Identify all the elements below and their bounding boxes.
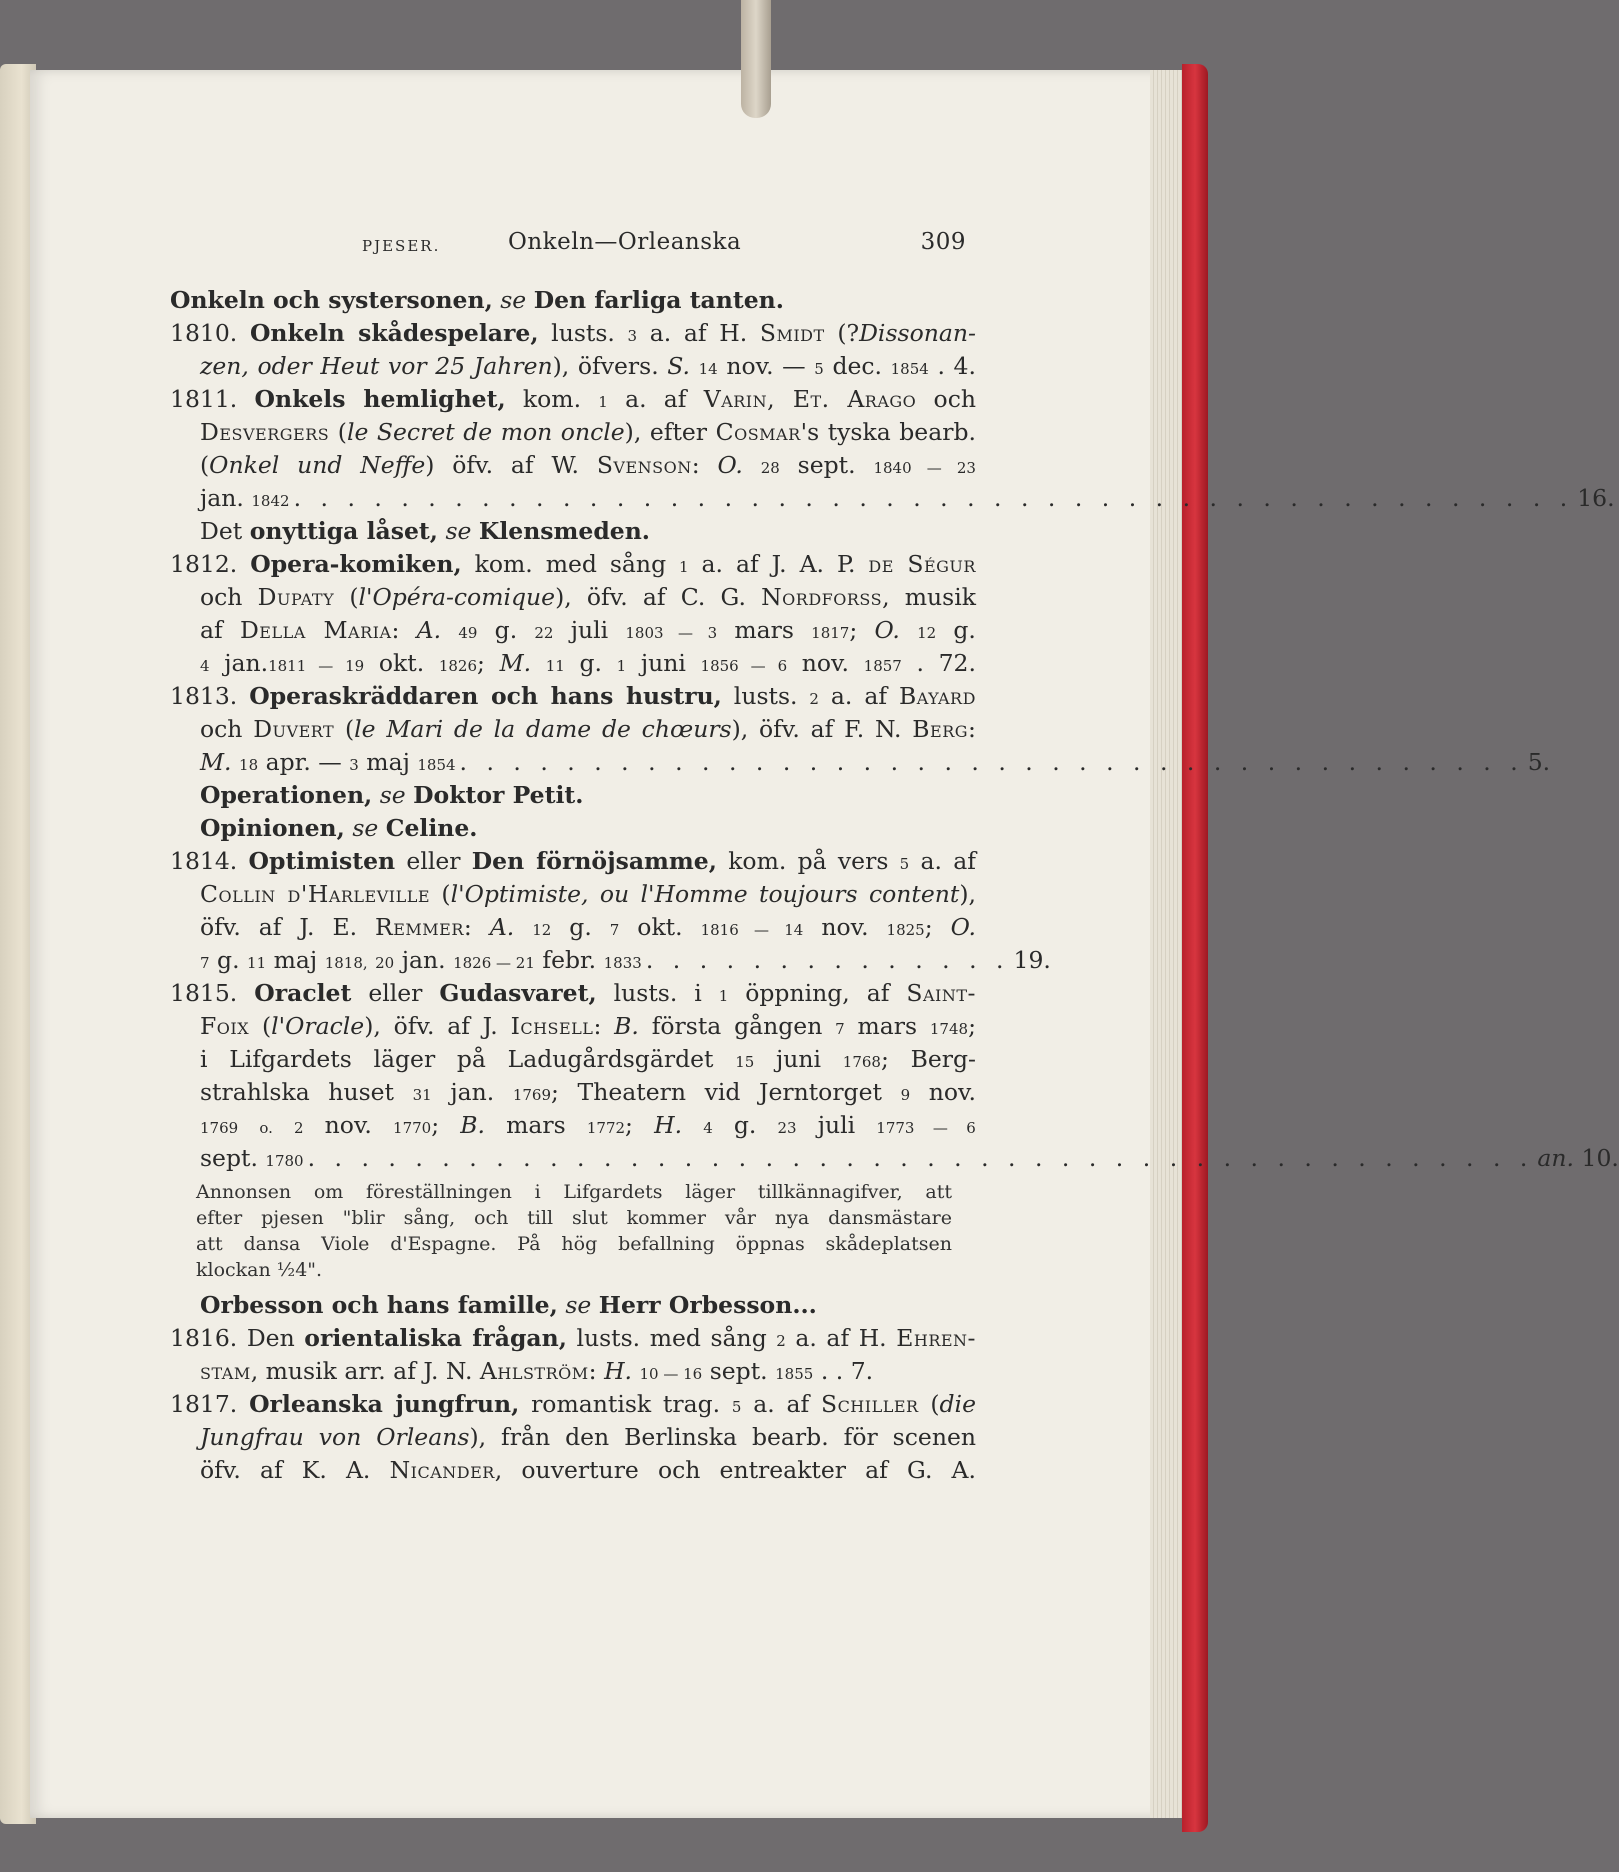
- text-segment: Remmer: [375, 913, 464, 941]
- text-segment: a. af J. A. P.: [701, 550, 856, 578]
- text-segment: 1803 — 3: [625, 624, 718, 642]
- text-segment: maj: [366, 748, 410, 776]
- text-segment: 1: [718, 987, 729, 1005]
- text-segment: 5: [814, 360, 824, 378]
- entry-1812-line4: [170, 647, 976, 680]
- text-segment: 1856 — 6: [700, 657, 788, 675]
- text-segment: nov.: [324, 1111, 372, 1139]
- text-segment: Svenson: [596, 451, 692, 479]
- text-segment: Varin, Et. Arago: [703, 385, 917, 413]
- entry-1815-line3: [170, 1043, 976, 1076]
- entry-1813-line3: [170, 746, 1551, 779]
- text-segment: Dupaty: [257, 583, 335, 611]
- text-segment: Den farliga tanten.: [533, 286, 784, 314]
- text-segment: (: [200, 451, 210, 479]
- text-segment: Orleanska jungfrun,: [249, 1390, 520, 1418]
- entry-1815-line2: Foix (l'Oracle), öfv. af J. Ichsell: B. första gången 7 mars 1748;: [200, 1012, 976, 1040]
- entry-1817-line3: [170, 1454, 976, 1487]
- leader-dots: . . . . . . . . . . . . . .: [645, 946, 1010, 974]
- text-segment: l'Opéra-comique: [358, 583, 556, 611]
- text-segment: se: [352, 814, 379, 842]
- entry-1814-line4: [170, 944, 1051, 977]
- text-segment: ;: [477, 649, 485, 677]
- text-segment: 1833: [603, 954, 642, 972]
- text-segment: maj: [273, 946, 318, 974]
- text-segment: 4: [200, 657, 210, 675]
- text-segment: Det: [200, 517, 243, 545]
- text-segment: i: [694, 979, 702, 1007]
- text-segment: sept.: [709, 1357, 768, 1385]
- text-segment: och: [933, 385, 976, 413]
- entry-1816: [170, 1322, 976, 1355]
- text-segment: stam: [200, 1357, 251, 1385]
- text-segment: , musik: [882, 583, 976, 611]
- entry-1812-line2: [170, 581, 976, 614]
- text-segment: Ehren-: [896, 1324, 976, 1352]
- text-segment: Operationen,: [200, 781, 373, 809]
- text-segment: a. af H.: [649, 319, 748, 347]
- leader-dots: . . . . . . . . . . . . . . . . . . . . . . . . . . . . . . . . . . . . . . . .: [459, 748, 1524, 776]
- text-segment: juni: [640, 649, 686, 677]
- text-segment: (: [930, 1390, 940, 1418]
- text-segment: a. af: [753, 1390, 810, 1418]
- entry-1815-line4: [170, 1076, 976, 1109]
- text-segment: öppning, af: [745, 979, 890, 1007]
- text-segment: Den: [246, 1324, 295, 1352]
- text-segment: 1854: [890, 360, 929, 378]
- text-segment: 1810.: [170, 319, 238, 347]
- text-segment: 5: [899, 855, 910, 873]
- text-segment: ),: [959, 880, 976, 908]
- text-segment: Foix: [200, 1012, 250, 1040]
- text-segment: g.: [579, 649, 602, 677]
- text-segment: A.: [489, 913, 515, 941]
- text-segment: Smidt: [759, 319, 825, 347]
- text-segment: Doktor Petit.: [413, 781, 584, 809]
- text-segment: 2: [809, 690, 819, 708]
- text-segment: Jungfrau von Orleans: [200, 1423, 470, 1451]
- bookmark-ribbon: [741, 0, 771, 118]
- text-segment: lusts.: [551, 319, 615, 347]
- text-segment: jan.: [401, 946, 446, 974]
- text-segment: nov.: [821, 913, 869, 941]
- text-segment: 7: [200, 954, 210, 972]
- text-segment: 1768: [842, 1053, 881, 1071]
- text-segment: Duvert: [253, 715, 335, 743]
- entry-1811-line2: [170, 416, 976, 449]
- text-segment: se: [445, 517, 472, 545]
- text-segment: die: [939, 1390, 976, 1418]
- text-segment: 1826: [438, 657, 477, 675]
- text-segment: 1780: [265, 1152, 304, 1170]
- entry-1817-line2: [170, 1421, 976, 1454]
- text-segment: 1769: [512, 1086, 552, 1104]
- cross-reference: [170, 284, 976, 317]
- text-segment: Cosmar: [715, 418, 801, 446]
- text-segment: 4: [703, 1119, 713, 1137]
- text-segment: M.: [200, 748, 232, 776]
- text-segment: juni: [776, 1045, 822, 1073]
- footnote: [196, 1179, 952, 1283]
- running-head: [170, 226, 976, 266]
- text-segment: g.: [953, 616, 976, 644]
- text-segment: an.: [1537, 1144, 1575, 1172]
- text-segment: se: [379, 781, 406, 809]
- running-head-section: PJESER.: [362, 237, 441, 255]
- text-segment: Dissonan-: [859, 319, 976, 347]
- text-segment: zen, oder Heut vor 25 Jahren: [200, 352, 553, 380]
- text-segment: Klensmeden.: [478, 517, 650, 545]
- text-segment: 7: [835, 1020, 845, 1038]
- text-segment: ), öfv. af C. G.: [555, 583, 746, 611]
- text-segment: Oraclet: [254, 979, 352, 1007]
- text-segment: a. af H.: [795, 1324, 887, 1352]
- text-segment: 1812.: [170, 550, 238, 578]
- text-segment: 1854: [417, 756, 456, 774]
- text-segment: 1816.: [170, 1324, 238, 1352]
- text-segment: Onkeln och systersonen,: [170, 286, 493, 314]
- text-segment: ), efter: [624, 418, 708, 446]
- text-segment: (: [261, 1012, 272, 1040]
- text-segment: ;: [849, 616, 858, 644]
- text-segment: sept.: [797, 451, 856, 479]
- text-segment: Ahlström: [479, 1357, 589, 1385]
- text-segment: 1748: [929, 1020, 969, 1038]
- text-segment: febr.: [542, 946, 597, 974]
- entry-1811: [170, 383, 976, 416]
- text-segment: ;: [924, 913, 933, 941]
- text-segment: Schiller: [820, 1390, 919, 1418]
- cross-reference: [170, 779, 976, 812]
- text-segment: Operaskräddaren och hans hustru,: [249, 682, 722, 710]
- text-segment: ), från den Berlinska bearb. för scenen: [469, 1423, 976, 1451]
- entry-1814-line3: [170, 911, 976, 944]
- text-segment: nov. —: [726, 352, 806, 380]
- text-segment: 20: [375, 954, 395, 972]
- text-segment: efter pjesen "blir sång, och till slut kommer vår nya dansmästare: [196, 1207, 952, 1229]
- leader-dots: . . . . . . . . . . . . . . . . . . . . . . . . . . . . . . . . . . . . . . . . . . . . . .: [307, 1144, 1534, 1172]
- text-segment: 1770: [393, 1119, 432, 1137]
- text-segment: g.: [494, 616, 518, 644]
- text-segment: 1815.: [170, 979, 238, 1007]
- entry-1817: [170, 1388, 976, 1421]
- text-segment: ) öfv. af W.: [425, 451, 579, 479]
- text-segment: 28: [760, 459, 780, 477]
- text-segment: ; Berg-: [880, 1045, 976, 1073]
- text-segment: kom. med sång: [474, 550, 667, 578]
- text-segment: (: [441, 880, 451, 908]
- entry-1812: [170, 548, 976, 581]
- text-segment: 10.: [1581, 1144, 1619, 1172]
- text-segment: :: [391, 616, 400, 644]
- entry-1811-line3: [170, 449, 976, 482]
- text-segment: l'Optimiste, ou l'Homme toujours content: [450, 880, 960, 908]
- text-segment: o.: [259, 1119, 273, 1137]
- text-segment: Nordforss: [761, 583, 883, 611]
- text-segment: 12: [917, 624, 937, 642]
- page-number: 309: [920, 229, 966, 255]
- text-segment: O.: [950, 913, 976, 941]
- text-segment: a. af: [830, 682, 888, 710]
- text-segment: af: [200, 616, 223, 644]
- text-segment: 1769: [200, 1119, 239, 1137]
- text-segment: Opera-komiken,: [250, 550, 462, 578]
- text-segment: A.: [416, 616, 442, 644]
- text-segment: eller: [368, 979, 423, 1007]
- text-segment: strahlska huset: [200, 1078, 394, 1106]
- text-segment: 11: [545, 657, 565, 675]
- text-segment: g.: [569, 913, 592, 941]
- text-segment: . 72.: [916, 649, 976, 677]
- text-segment: öfv. af K. A.: [200, 1456, 371, 1484]
- entry-1814-line2: [170, 878, 976, 911]
- cross-reference: [170, 812, 976, 845]
- entry-list: [170, 284, 1619, 1487]
- text-segment: H.: [654, 1111, 683, 1139]
- text-segment: sept.: [200, 1144, 258, 1172]
- text-segment: Saint-: [906, 979, 976, 1007]
- text-segment: Gudasvaret,: [439, 979, 597, 1007]
- text-segment: de Ségur: [868, 550, 976, 578]
- entry-1816-line2: [170, 1355, 976, 1388]
- cross-reference: [170, 1289, 976, 1322]
- text-segment: Bayard: [898, 682, 976, 710]
- text-segment: 1: [598, 393, 608, 411]
- text-segment: 5: [731, 1398, 742, 1416]
- text-segment: och: [200, 715, 243, 743]
- text-segment: O.: [874, 616, 900, 644]
- text-segment: att dansa Viole d'Espagne. På hög befallning öppnas skådeplatsen: [196, 1233, 952, 1255]
- text-segment: 9: [900, 1086, 911, 1104]
- text-segment: (: [344, 715, 355, 743]
- text-segment: ;: [625, 1111, 633, 1139]
- text-segment: 1: [616, 657, 627, 675]
- text-segment: 22: [534, 624, 554, 642]
- text-segment: 10 — 16: [639, 1365, 703, 1383]
- text-segment: se: [500, 286, 527, 314]
- text-segment: och: [200, 583, 243, 611]
- text-segment: dec.: [832, 352, 883, 380]
- text-segment: 18: [239, 756, 259, 774]
- text-segment: 15: [735, 1053, 755, 1071]
- entry-1815-line6: [170, 1142, 1619, 1175]
- text-segment: le Mari de la dame de chœurs: [354, 715, 732, 743]
- text-segment: orientaliska frågan,: [304, 1324, 567, 1352]
- text-segment: B.: [614, 1012, 639, 1040]
- text-segment: O.: [717, 451, 743, 479]
- text-segment: 19.: [1013, 946, 1051, 974]
- text-segment: jan.: [450, 1078, 495, 1106]
- text-segment: 5.: [1527, 748, 1551, 776]
- entry-1813-line2: [170, 713, 976, 746]
- page-block-edge: [1150, 70, 1184, 1818]
- text-segment: Annonsen om föreställningen i Lifgardets läger tillkännagifver, att: [196, 1181, 952, 1203]
- text-segment: :: [691, 451, 700, 479]
- text-segment: 1811.: [170, 385, 238, 413]
- text-segment: 1773 — 6: [876, 1119, 976, 1137]
- text-segment: B.: [460, 1111, 486, 1139]
- text-segment: 1855: [775, 1365, 814, 1383]
- text-segment: Celine.: [385, 814, 478, 842]
- text-segment: 1772: [586, 1119, 626, 1137]
- text-segment: ; Theatern vid Jerntorget: [551, 1078, 882, 1106]
- text-segment: 1813.: [170, 682, 238, 710]
- red-cover-edge: [1182, 64, 1208, 1832]
- cross-reference: [170, 515, 976, 548]
- text-segment: 1840 — 23: [873, 459, 976, 477]
- entry-1813: [170, 680, 976, 713]
- entry-1815-line5: [170, 1109, 976, 1142]
- text-segment: lusts.: [613, 979, 678, 1007]
- text-segment: Berg: [912, 715, 969, 743]
- text-segment: H.: [604, 1357, 633, 1385]
- text-segment: 2: [293, 1119, 304, 1137]
- text-segment: 7: [609, 921, 620, 939]
- text-segment: . . 7.: [820, 1357, 874, 1385]
- text-segment: Collin d'Harleville: [200, 880, 431, 908]
- text-segment: kom. på vers: [728, 847, 889, 875]
- text-segment: klockan ½4".: [196, 1259, 323, 1281]
- text-segment: Della Maria: [239, 616, 392, 644]
- text-segment: nov.: [928, 1078, 976, 1106]
- text-segment: Optimisten: [248, 847, 396, 875]
- text-segment: Onkeln skådespelare,: [249, 319, 539, 347]
- text-segment: mars: [734, 616, 794, 644]
- text-segment: 3: [627, 327, 638, 345]
- text-segment: l'Oracle: [271, 1012, 365, 1040]
- entry-1815: [170, 977, 976, 1010]
- text-segment: ;: [431, 1111, 440, 1139]
- text-segment: :: [593, 1012, 602, 1040]
- text-segment: M.: [499, 649, 532, 677]
- text-segment: 1857: [863, 657, 902, 675]
- text-segment: 1826 — 21: [453, 954, 535, 972]
- text-segment: 1816 — 14: [700, 921, 804, 939]
- text-segment: 31: [412, 1086, 432, 1104]
- text-segment: första gången: [651, 1012, 823, 1040]
- entry-1812-line3: [170, 614, 976, 647]
- text-segment: Den förnöjsamme,: [471, 847, 717, 875]
- text-segment: , musik arr. af J. N.: [250, 1357, 473, 1385]
- text-segment: 2: [776, 1332, 786, 1350]
- text-segment: onyttiga låset,: [249, 517, 438, 545]
- text-segment: lusts.: [733, 682, 798, 710]
- text-segment: jan.: [224, 649, 269, 677]
- text-segment: g.: [733, 1111, 757, 1139]
- text-segment: :: [968, 715, 976, 743]
- text-segment: eller: [406, 847, 461, 875]
- text-segment: 14: [698, 360, 718, 378]
- entry-1814: [170, 845, 976, 878]
- text-segment: 1811 — 19: [268, 657, 365, 675]
- text-segment: 11: [247, 954, 267, 972]
- text-segment: le Secret de mon oncle: [346, 418, 625, 446]
- text-segment: Onkels hemlighet,: [254, 385, 506, 413]
- text-segment: mars: [857, 1012, 918, 1040]
- text-segment: 1818,: [324, 954, 368, 972]
- text-segment: öfv. af J. E.: [200, 913, 358, 941]
- text-segment: a. af: [625, 385, 687, 413]
- entry-1810: [170, 317, 976, 350]
- text-segment: Herr Orbesson...: [598, 1291, 817, 1319]
- entry-1810-line2: [170, 350, 976, 383]
- text-segment: S.: [667, 352, 691, 380]
- text-segment: mars: [506, 1111, 566, 1139]
- running-head-title: Onkeln—Orleanska: [508, 229, 742, 255]
- text-segment: 1814.: [170, 847, 238, 875]
- text-segment: , ouverture och entreakter af G. A.: [494, 1456, 976, 1484]
- text-segment: a. af: [920, 847, 976, 875]
- text-segment: juli: [817, 1111, 856, 1139]
- text-segment: 23: [777, 1119, 797, 1137]
- text-segment: ), öfvers.: [552, 352, 659, 380]
- text-segment: :: [588, 1357, 597, 1385]
- entry-1811-line4: [170, 482, 1615, 515]
- text-segment: 1842: [251, 492, 290, 510]
- text-segment: i Lifgardets läger på Ladugårdsgärdet: [200, 1045, 714, 1073]
- text-segment: Nicander: [389, 1456, 495, 1484]
- text-segment: se: [565, 1291, 592, 1319]
- text-segment: romantisk trag.: [531, 1390, 721, 1418]
- text-segment: (?: [837, 319, 860, 347]
- text-segment: apr. —: [265, 748, 342, 776]
- text-segment: Desvergers: [200, 418, 330, 446]
- text-segment: jan.: [200, 484, 244, 512]
- text-segment: juli: [570, 616, 609, 644]
- text-segment: g.: [217, 946, 240, 974]
- text-segment: 16.: [1577, 484, 1615, 512]
- text-segment: ), öfv. af F. N.: [731, 715, 902, 743]
- leader-dots: . . . . . . . . . . . . . . . . . . . . . . . . . . . . . . . . . . . . . . . . . . . . . . . .: [293, 484, 1574, 512]
- text-segment: Orbesson och hans famille,: [200, 1291, 558, 1319]
- text-segment: (: [337, 418, 347, 446]
- text-segment: nov.: [801, 649, 850, 677]
- text-segment: 's tyska bearb.: [800, 418, 976, 446]
- text-segment: lusts. med sång: [576, 1324, 767, 1352]
- text-segment: (: [349, 583, 359, 611]
- text-segment: 3: [349, 756, 359, 774]
- text-segment: Opinionen,: [200, 814, 345, 842]
- text-segment: 12: [532, 921, 552, 939]
- text-segment: ), öfv. af J.: [364, 1012, 498, 1040]
- text-segment: 1825: [886, 921, 925, 939]
- text-segment: okt.: [378, 649, 425, 677]
- text-segment: :: [463, 913, 472, 941]
- text-segment: 1817: [811, 624, 850, 642]
- text-segment: . 4.: [937, 352, 976, 380]
- text-segment: 49: [458, 624, 478, 642]
- text-segment: Onkel und Neffe: [209, 451, 426, 479]
- text-segment: 1: [679, 558, 689, 576]
- text-segment: Ichsell: [510, 1012, 594, 1040]
- text-segment: okt.: [637, 913, 683, 941]
- text-segment: 1817.: [170, 1390, 238, 1418]
- text-segment: kom.: [522, 385, 582, 413]
